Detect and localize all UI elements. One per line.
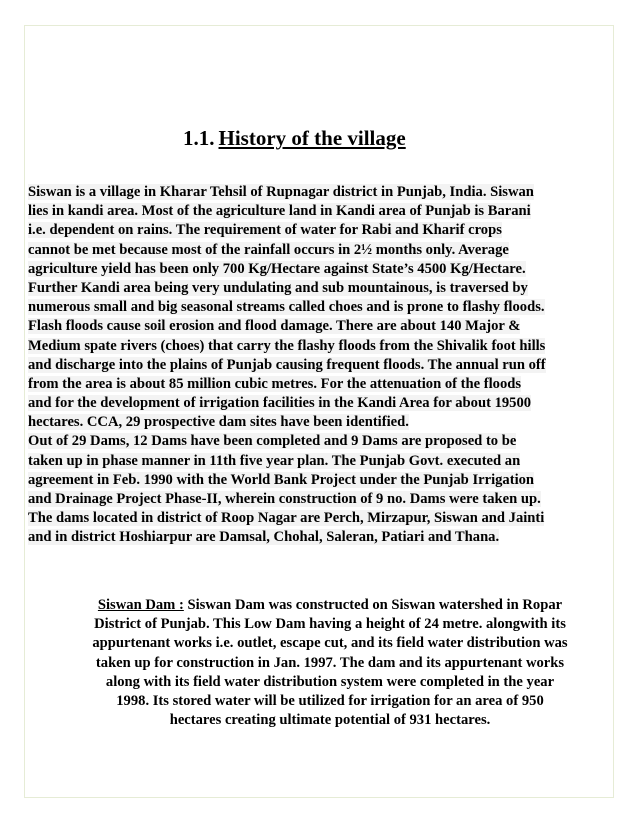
- text-line-content: 1998. Its stored water will be utilized for irrigation for an area of 950: [116, 692, 544, 709]
- text-line-content: and for the development of irrigation facilities in the Kandi Area for about 19500: [28, 395, 532, 412]
- text-line: [28, 394, 624, 413]
- text-line: [36, 692, 624, 711]
- text-line-content: Further Kandi area being very undulating and sub mountainous, is traversed by: [28, 279, 528, 296]
- siswan-dam-paragraph: [36, 596, 624, 730]
- text-line: [28, 471, 624, 490]
- text-line-content: District of Punjab. This Low Dam having a height of 24 metre. alongwith its: [94, 616, 566, 633]
- text-line: [28, 279, 624, 298]
- text-line: [28, 528, 624, 547]
- history-paragraph: [28, 183, 624, 548]
- text-line-content: taken up for construction in Jan. 1997. The dam and its appurtenant works: [95, 654, 565, 671]
- text-line: [28, 337, 624, 356]
- text-line-content: Medium spate rivers (choes) that carry the flashy floods from the Shivalik foot hills: [28, 337, 546, 354]
- text-line-content: lies in kandi area. Most of the agriculture land in Kandi area of Punjab is Barani: [28, 203, 531, 220]
- text-line: [28, 413, 624, 432]
- text-line: [28, 452, 624, 471]
- text-line: [36, 596, 624, 615]
- text-line-content: and in district Hoshiarpur are Damsal, Chohal, Saleran, Patiari and Thana.: [28, 529, 500, 546]
- text-line: [28, 317, 624, 336]
- text-line-content: appurtenant works i.e. outlet, escape cut, and its field water distribution was: [92, 635, 568, 652]
- text-line-content: from the area is about 85 million cubic metres. For the attenuation of the floods: [28, 375, 522, 392]
- text-line: [28, 432, 624, 451]
- text-line-content: and discharge into the plains of Punjab causing frequent floods. The annual run off: [28, 356, 546, 373]
- text-line-content: i.e. dependent on rains. The requirement of water for Rabi and Kharif crops: [28, 222, 502, 239]
- text-line-content: and Drainage Project Phase-II, wherein construction of 9 no. Dams were taken up.: [28, 491, 541, 507]
- section-number: 1.1.: [183, 126, 215, 150]
- text-line-content: hectares creating ultimate potential of 931 hectares.: [169, 712, 491, 729]
- text-line: [28, 241, 624, 260]
- text-line: [36, 711, 624, 730]
- text-line-content: agreement in Feb. 1990 with the World Bank Project under the Punjab Irrigation: [28, 471, 535, 488]
- text-line-content: Siswan Dam was constructed on Siswan watershed in Ropar: [183, 597, 563, 613]
- text-line: [28, 490, 624, 509]
- text-line-content: cannot be met because most of the rainfall occurs in 2½ months only. Average: [28, 241, 509, 258]
- text-line: [28, 298, 624, 317]
- text-line: [28, 356, 624, 375]
- text-line: [28, 260, 624, 279]
- section-title: History of the village: [218, 126, 406, 150]
- text-line: [28, 509, 624, 528]
- text-line-content: Siswan is a village in Kharar Tehsil of Rupnagar district in Punjab, India. Siswan: [28, 184, 534, 200]
- dam-label: Siswan Dam :: [97, 597, 184, 613]
- text-line: [28, 221, 624, 240]
- text-line-content: hectares. CCA, 29 prospective dam sites have been identified.: [28, 414, 409, 431]
- text-line: [28, 183, 624, 202]
- text-line-content: numerous small and big seasonal streams called choes and is prone to flashy floods.: [28, 299, 545, 316]
- text-line: [36, 654, 624, 673]
- text-line: [36, 615, 624, 634]
- text-line-content: Flash floods cause soil erosion and flood damage. There are about 140 Major &: [28, 318, 521, 335]
- text-line-content: along with its field water distribution system were completed in the year: [105, 673, 555, 690]
- text-line-content: taken up in phase manner in 11th five year plan. The Punjab Govt. executed an: [28, 452, 521, 469]
- section-heading: [183, 126, 406, 151]
- text-line-content: agriculture yield has been only 700 Kg/Hectare against State’s 4500 Kg/Hectare.: [28, 260, 526, 277]
- text-line: [28, 202, 624, 221]
- text-line: [36, 673, 624, 692]
- text-line-content: Out of 29 Dams, 12 Dams have been completed and 9 Dams are proposed to be: [28, 433, 517, 450]
- text-line: [28, 375, 624, 394]
- text-line-content: The dams located in district of Roop Nagar are Perch, Mirzapur, Siswan and Jainti: [28, 510, 545, 527]
- text-line: [36, 634, 624, 653]
